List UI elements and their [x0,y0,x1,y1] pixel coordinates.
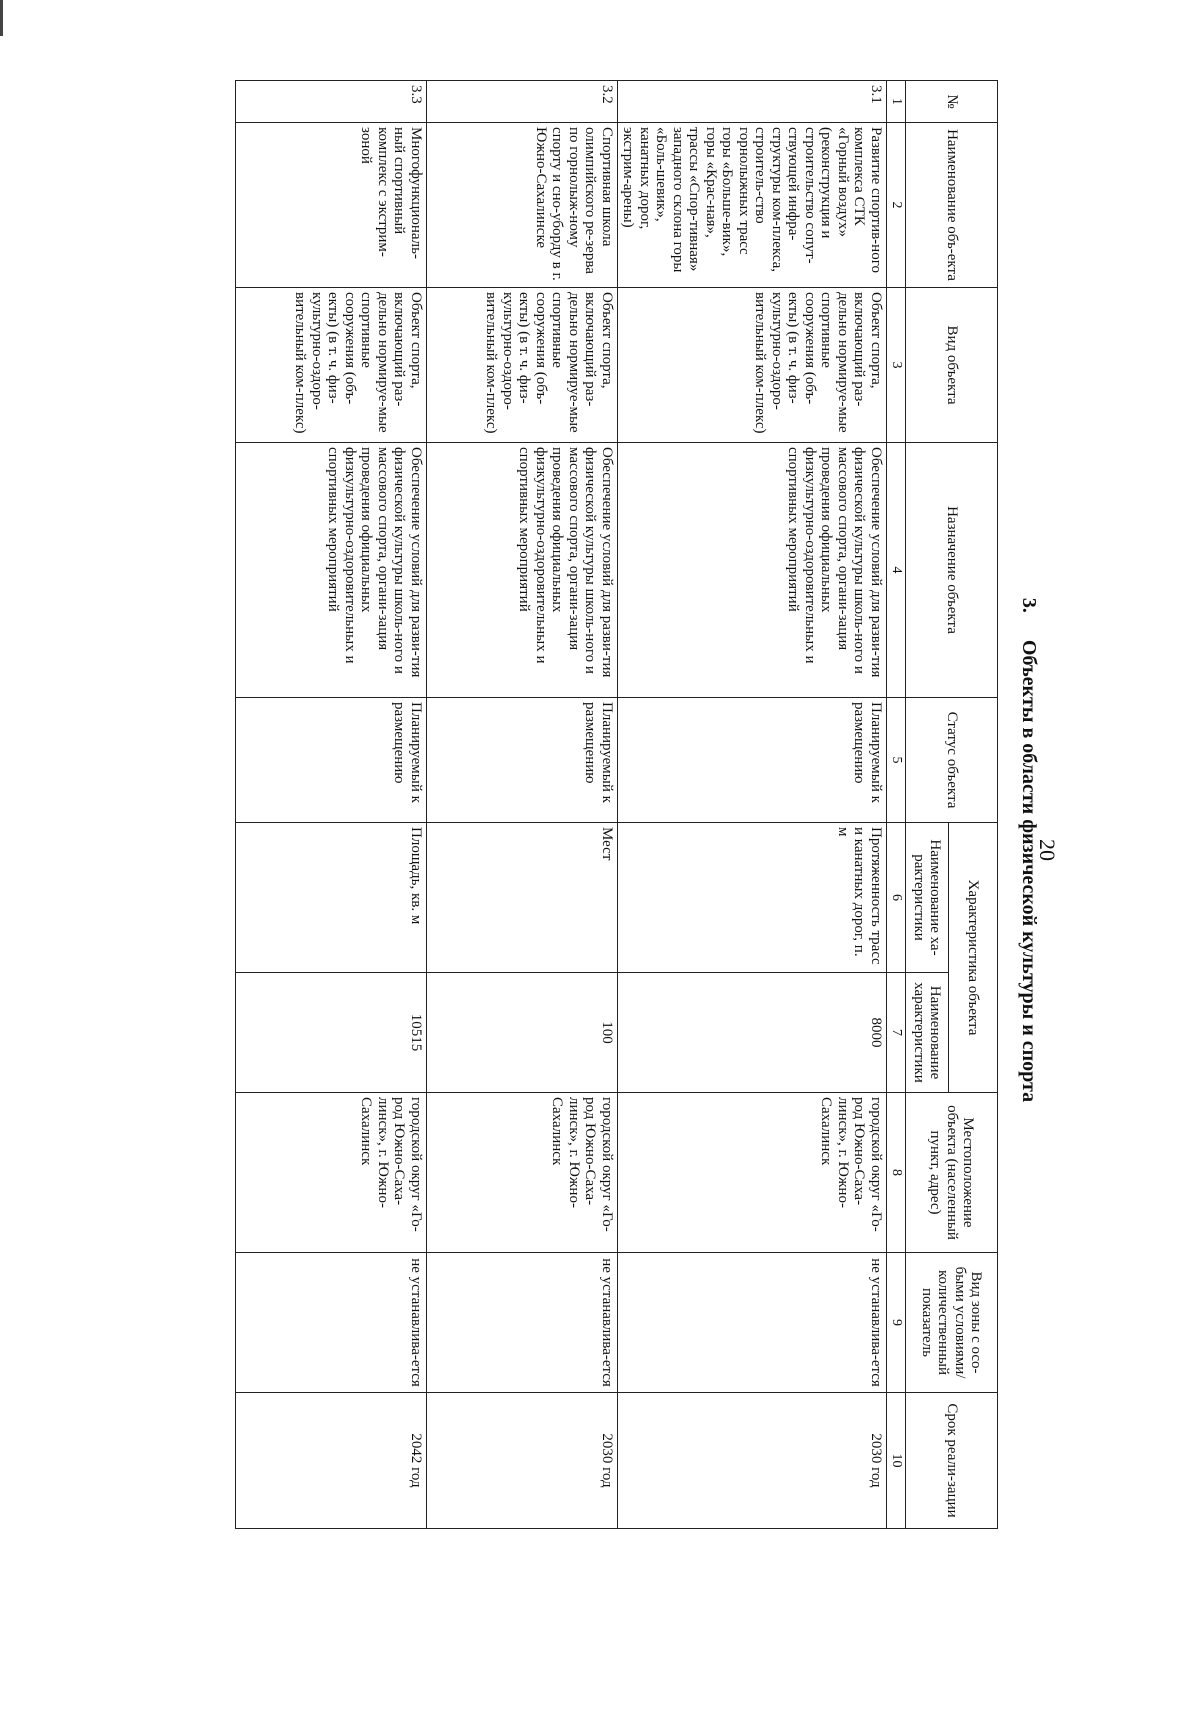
cell-zone: не устанавлива-ется [427,1253,618,1393]
column-number: 9 [887,1253,906,1393]
column-number: 6 [887,823,906,973]
cell-char-value: 8000 [618,973,887,1093]
cell-char-value: 100 [427,973,618,1093]
section-heading [1017,300,1040,1400]
cell-type: Объект спорта, включающий раз-дельно нормируе-мые спортивные сооружения (объ-екты) (в т. ч. физ-культурно-оздоро-вительный ком-плекс) [236,288,427,443]
cell-purpose: Обеспечение условий для разви-тия физической культуры школь-ного и массового спорта, органи-зация проведения официальных физкультурно-оздоровительных и спортивных мероприятий [618,443,887,698]
column-number: 1 [887,81,906,123]
cell-purpose: Обеспечение условий для разви-тия физической культуры школь-ного и массового спорта, органи-зация проведения официальных физкультурно-оздоровительных и спортивных мероприятий [236,443,427,698]
cell-status: Планируемый к размещению [236,698,427,823]
cell-type: Объект спорта, включающий раз-дельно нормируе-мые спортивные сооружения (объ-екты) (в т. ч. физ-культурно-оздоро-вительный ком-плекс) [427,288,618,443]
table-row [236,81,427,1529]
objects-table-container [235,80,998,1528]
column-number: 2 [887,123,906,288]
cell-purpose: Обеспечение условий для разви-тия физической культуры школь-ного и массового спорта, органи-зация проведения официальных физкультурно-оздоровительных и спортивных мероприятий [427,443,618,698]
table-row [427,81,618,1529]
header-characteristic-group: Характеристика объекта [949,823,998,1093]
header-term: Срок реали-зации [906,1393,998,1529]
column-number: 8 [887,1093,906,1253]
cell-zone: не устанавлива-ется [236,1253,427,1393]
header-type: Вид объекта [906,288,998,443]
table-header-row [949,81,998,1529]
cell-num: 3.3 [236,81,427,123]
column-number: 4 [887,443,906,698]
cell-name: Развитие спортив-ного комплекса СТК «Горный воздух» (реконструкция и строительство сопут-ствующей инфра-структуры ком-плекса, строитель-ство горнолыжных трасс горы «Больше-вик», горы «Крас-ная», трассы «Спор-тивная» западного склона горы «Боль-шевик», канатных дорог, экстрим-арены) [618,123,887,288]
header-status: Статус объекта [906,698,998,823]
cell-term: 2030 год [618,1393,887,1529]
cell-char-name: Площадь, кв. м [236,823,427,973]
table-row [618,81,887,1529]
page-number: 20 [1035,839,1060,861]
column-number: 7 [887,973,906,1093]
column-numbers-row [887,81,906,1529]
cell-char-value: 10515 [236,973,427,1093]
cell-name: Спортивная школа олимпийского ре-зерва по горнолыж-ному спорту и сно-уборду в г. Южно-Сахалинске [427,123,618,288]
cell-status: Планируемый к размещению [618,698,887,823]
cell-term: 2042 год [236,1393,427,1529]
cell-status: Планируемый к размещению [427,698,618,823]
cell-num: 3.2 [427,81,618,123]
header-char-name: Наименование ха-рактеристики [906,823,949,973]
cell-type: Объект спорта, включающий раз-дельно нормируе-мые спортивные сооружения (объ-екты) (в т. ч. физ-культурно-оздоро-вительный ком-плекс) [618,288,887,443]
section-number: 3. [1018,597,1040,613]
header-purpose: Назначение объекта [906,443,998,698]
sport-objects-table [235,80,998,1529]
cell-location: городской округ «Го-род Южно-Саха-линск», г. Южно-Сахалинск [618,1093,887,1253]
header-name: Наименование объ-екта [906,123,998,288]
cell-num: 3.1 [618,81,887,123]
cell-location: городской округ «Го-род Южно-Саха-линск», г. Южно-Сахалинск [427,1093,618,1253]
column-number: 5 [887,698,906,823]
header-char-value: Наименование характеристики [906,973,949,1093]
cell-zone: не устанавлива-ется [618,1253,887,1393]
header-location: Местоположение объекта (населенный пункт, адрес) [906,1093,998,1253]
cell-name: Многофункциональ-ный спортивный комплекс с экстрим-зоной [236,123,427,288]
cell-location: городской округ «Го-род Южно-Саха-линск», г. Южно-Сахалинск [236,1093,427,1253]
column-number: 10 [887,1393,906,1529]
header-zone: Вид зоны с осо-быми условиями/ количественный показатель [906,1253,998,1393]
cell-char-name: Мест [427,823,618,973]
cell-term: 2030 год [427,1393,618,1529]
column-number: 3 [887,288,906,443]
cell-char-name: Протяженность трасс и канатных дорог, п. м [618,823,887,973]
header-num: № [906,81,998,123]
section-title: Объекты в области физической культуры и спорта [1018,639,1040,1103]
